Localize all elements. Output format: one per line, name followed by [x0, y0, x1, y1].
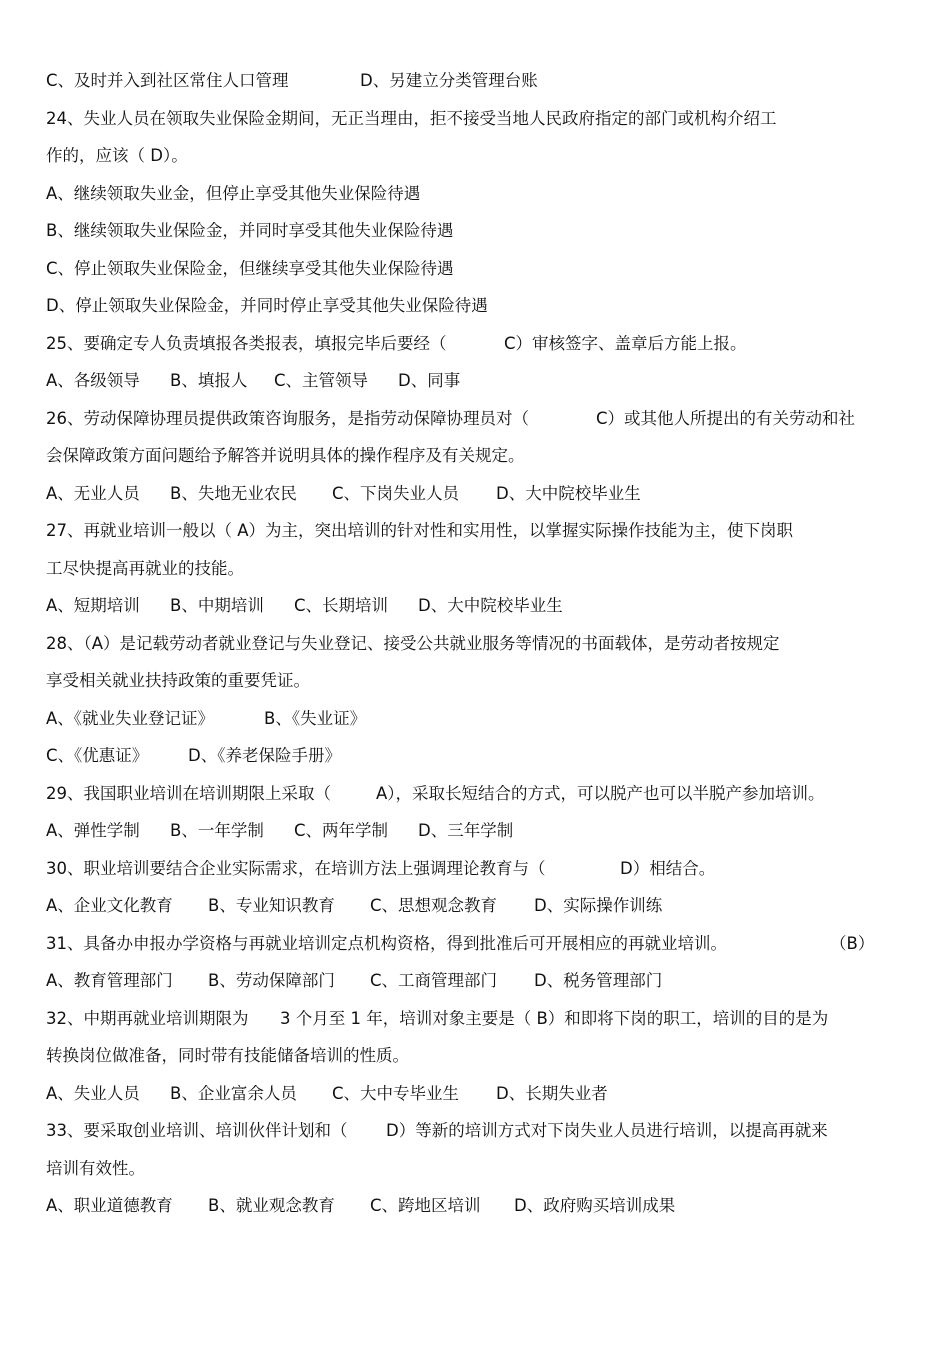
text-line: [46, 212, 906, 250]
paragraph-text: 培训有效性。: [46, 1158, 145, 1178]
text-line: [46, 100, 906, 138]
text-line: [46, 625, 906, 663]
option-text: A、教育管理部门: [46, 971, 173, 990]
option-text: C、《优惠证》: [46, 746, 149, 765]
text-line: [46, 587, 906, 625]
option-text: D、大中院校毕业生: [418, 596, 563, 615]
option-text: C、及时并入到社区常住人口管理: [46, 71, 289, 90]
option-text: C、两年学制: [294, 821, 389, 840]
option-text: D、税务管理部门: [534, 971, 663, 990]
paragraph-text: 作的，应该（ D）。: [46, 146, 188, 165]
option-text: D）等新的培训方式对下岗失业人员进行培训，以提高再就来: [386, 1121, 828, 1140]
paragraph-text: 享受相关就业扶持政策的重要凭证。: [46, 671, 310, 690]
option-text: B、就业观念教育: [208, 1196, 335, 1215]
text-line: [46, 925, 906, 963]
text-line: [46, 1000, 906, 1038]
text-line: [46, 962, 906, 1000]
option-text: C、思想观念教育: [370, 896, 498, 915]
text-line: [46, 437, 906, 475]
text-line: [46, 1075, 906, 1113]
document-page: [46, 62, 906, 1225]
option-text: B、一年学制: [170, 821, 264, 840]
option-text: D、大中院校毕业生: [496, 483, 641, 503]
text-line: [46, 1037, 906, 1075]
option-text: 33、要采取创业培训、培训伙伴计划和（: [46, 1121, 348, 1140]
text-line: [46, 62, 906, 100]
option-text: A、弹性学制: [46, 821, 140, 840]
option-text: A），采取长短结合的方式，可以脱产也可以半脱产参加培训。: [376, 783, 825, 803]
option-text: D、另建立分类管理台账: [360, 71, 538, 90]
option-text: A、各级领导: [46, 371, 140, 390]
text-line: [46, 1150, 906, 1188]
text-line: [46, 887, 906, 925]
paragraph-text: D、停止领取失业保险金，并同时停止享受其他失业保险待遇: [46, 296, 488, 315]
text-line: [46, 1187, 906, 1225]
text-line: [46, 700, 906, 738]
option-text: B、失地无业农民: [170, 483, 297, 503]
option-text: 26、劳动保障协理员提供政策咨询服务，是指劳动保障协理员对（: [46, 408, 529, 428]
text-line: [46, 850, 906, 888]
paragraph-text: 工尽快提高再就业的技能。: [46, 558, 244, 578]
option-text: A、失业人员: [46, 1083, 140, 1103]
text-line: [46, 775, 906, 813]
text-line: [46, 287, 906, 325]
option-text: 32、中期再就业培训期限为: [46, 1008, 249, 1028]
text-line: [46, 250, 906, 288]
text-line: [46, 662, 906, 700]
option-text: D）相结合。: [620, 858, 716, 878]
text-line: [46, 400, 906, 438]
option-text: D、长期失业者: [496, 1083, 608, 1103]
option-text: C）或其他人所提出的有关劳动和社: [596, 408, 856, 428]
option-text: D、《养老保险手册》: [188, 746, 341, 765]
paragraph-text: C、停止领取失业保险金，但继续享受其他失业保险待遇: [46, 258, 454, 278]
option-text: C、长期培训: [294, 596, 389, 615]
text-line: [46, 1112, 906, 1150]
text-line: [46, 362, 906, 400]
text-line: [46, 175, 906, 213]
paragraph-text: 转换岗位做准备，同时带有技能储备培训的性质。: [46, 1046, 409, 1065]
paragraph-text: 会保障政策方面问题给予解答并说明具体的操作程序及有关规定。: [46, 446, 525, 465]
option-text: D、同事: [398, 371, 461, 390]
option-text: 31、具备办申报办学资格与再就业培训定点机构资格，得到批准后可开展相应的再就业培训。: [46, 933, 727, 953]
option-text: B、专业知识教育: [208, 896, 335, 915]
option-text: 30、职业培训要结合企业实际需求，在培训方法上强调理论教育与（: [46, 858, 546, 878]
option-text: A、企业文化教育: [46, 896, 173, 915]
option-text: C、跨地区培训: [370, 1196, 481, 1215]
option-text: C、主管领导: [274, 371, 369, 390]
option-text: 3 个月至 1 年，培训对象主要是（ B）和即将下岗的职工，培训的目的是为: [280, 1008, 829, 1028]
option-text: B、《失业证》: [264, 708, 367, 728]
option-text: B、填报人: [170, 371, 248, 390]
paragraph-text: 24、失业人员在领取失业保险金期间，无正当理由，拒不接受当地人民政府指定的部门或机构介绍工: [46, 108, 777, 128]
text-line: [46, 475, 906, 513]
option-text: D、实际操作训练: [534, 896, 663, 915]
text-line: [46, 737, 906, 775]
option-text: C、大中专毕业生: [332, 1083, 460, 1103]
option-text: 29、我国职业培训在培训期限上采取（: [46, 783, 331, 803]
option-text: C、下岗失业人员: [332, 483, 460, 503]
text-line: [46, 812, 906, 850]
option-text: B、企业富余人员: [170, 1083, 297, 1103]
option-text: A、无业人员: [46, 483, 140, 503]
option-text: A、《就业失业登记证》: [46, 708, 215, 728]
paragraph-text: A、继续领取失业金，但停止享受其他失业保险待遇: [46, 183, 421, 203]
option-text: D、三年学制: [418, 821, 514, 840]
paragraph-text: B、继续领取失业保险金，并同时享受其他失业保险待遇: [46, 221, 454, 240]
option-text: （B）: [830, 933, 875, 953]
option-text: D、政府购买培训成果: [514, 1196, 676, 1215]
text-line: [46, 325, 906, 363]
text-line: [46, 550, 906, 588]
option-text: 25、要确定专人负责填报各类报表，填报完毕后要经（: [46, 333, 447, 353]
option-text: A、职业道德教育: [46, 1196, 173, 1215]
option-text: B、中期培训: [170, 596, 264, 615]
option-text: A、短期培训: [46, 596, 140, 615]
text-line: [46, 137, 906, 175]
option-text: B、劳动保障部门: [208, 971, 335, 990]
option-text: C）审核签字、盖章后方能上报。: [504, 333, 747, 353]
option-text: C、工商管理部门: [370, 971, 498, 990]
paragraph-text: 27、再就业培训一般以（ A）为主，突出培训的针对性和实用性，以掌握实际操作技能为主，使下岗职: [46, 521, 794, 540]
paragraph-text: 28、（A）是记载劳动者就业登记与失业登记、接受公共就业服务等情况的书面载体，是劳动者按规定: [46, 633, 780, 653]
text-line: [46, 512, 906, 550]
